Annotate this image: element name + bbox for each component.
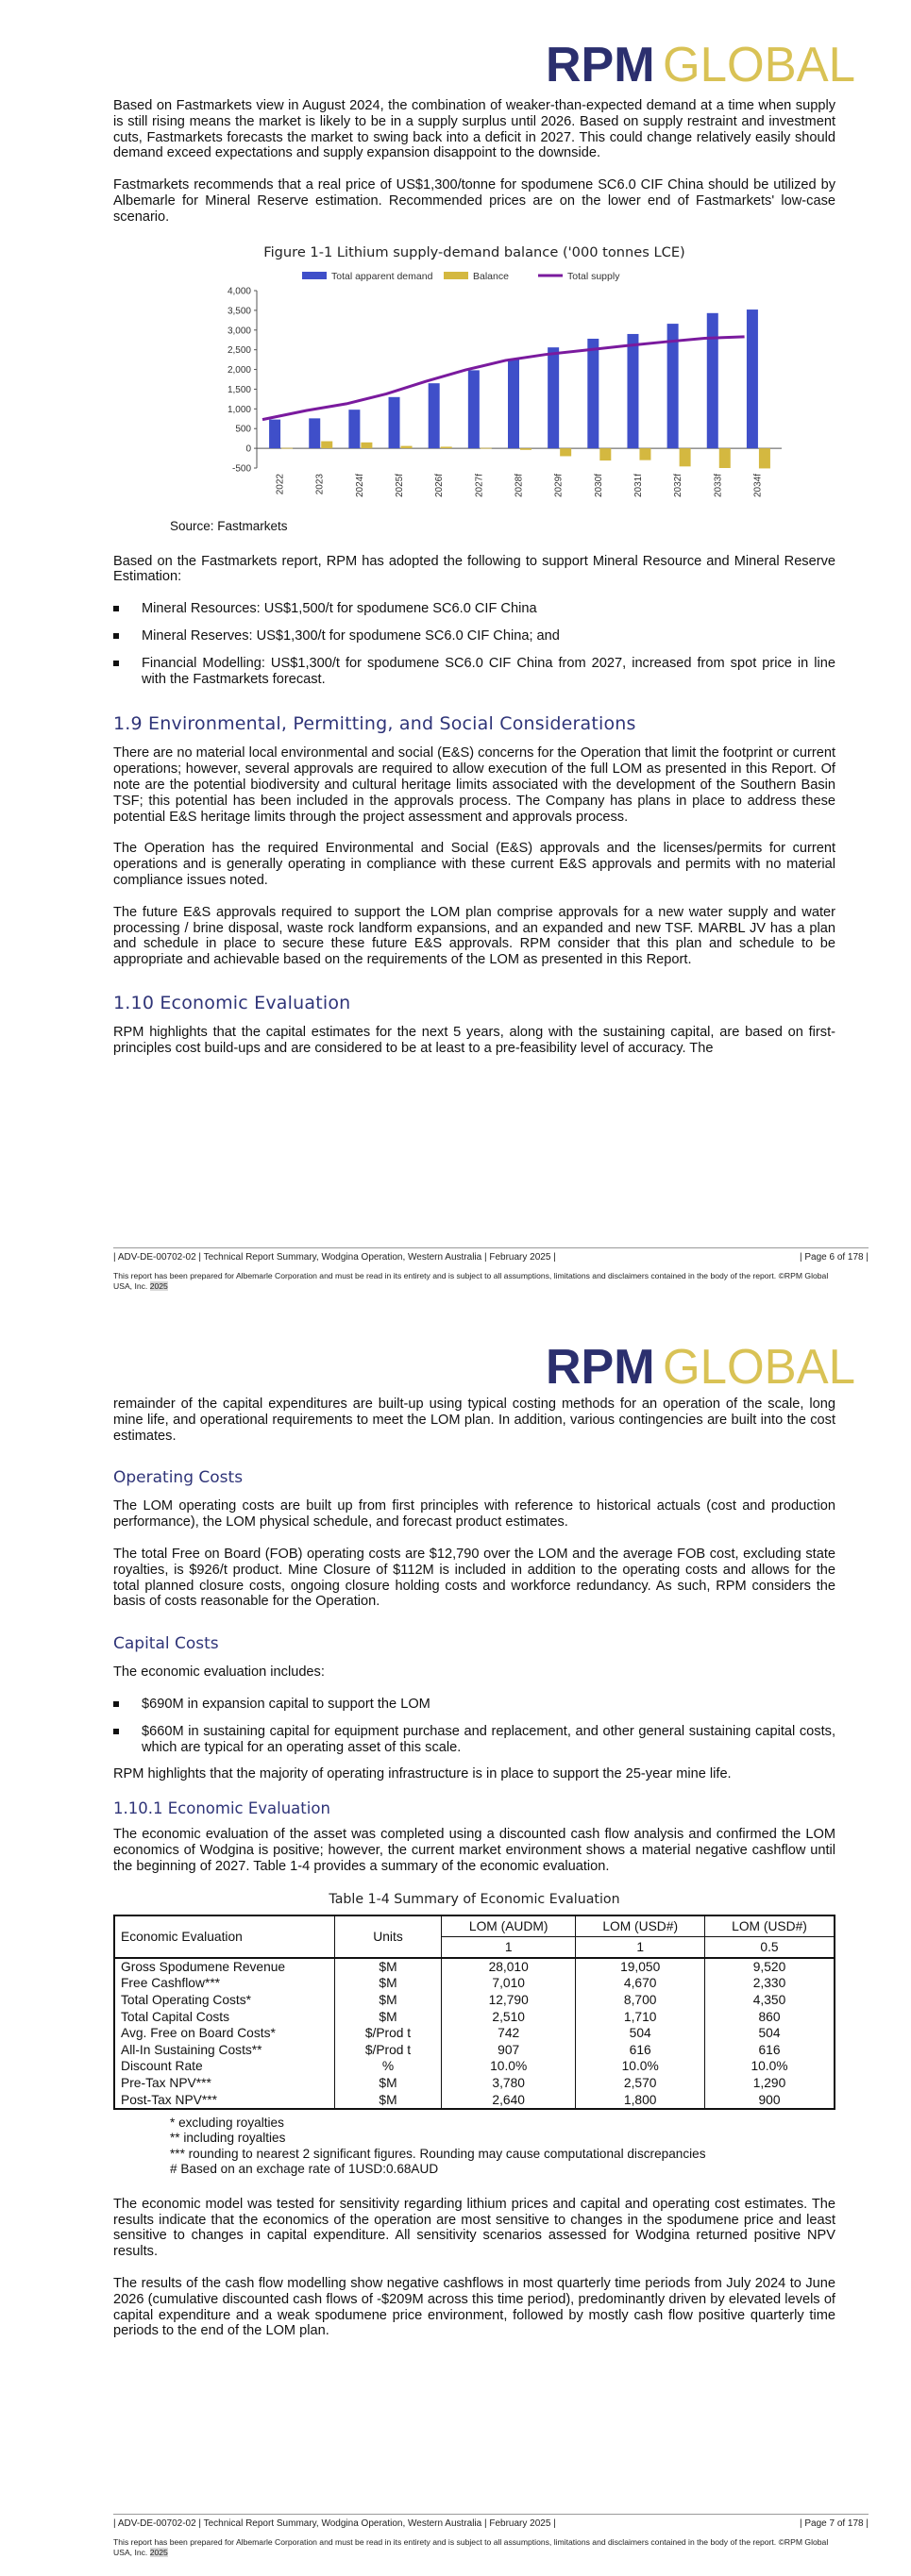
bar-balance — [441, 446, 452, 448]
table-cell: Free Cashflow*** — [121, 1976, 221, 1991]
bar-balance — [759, 448, 770, 468]
bullet-square-icon — [113, 633, 119, 639]
bullet-square-icon — [113, 661, 119, 666]
list-item: Mineral Reserves: US$1,300/t for spodumene SC6.0 CIF China; and — [113, 628, 835, 644]
bar-balance — [361, 442, 372, 447]
paragraph-fob-costs: The total Free on Board (FOB) operating costs are $12,790 over the LOM and the average FOB cost, excluding state royalties, is $926/t product. Mine Closure of $112M is included in addition to the operating costs and allows for the total planned closure costs, ongoing closure holding costs and workforce redundancy. As such, RPM considers the basis of costs reasonable for the Operation. — [113, 1546, 835, 1610]
paragraph-cashflow-modelling: The results of the cash flow modelling show negative cashflows in most quarterly time periods from July 2024 to June 2026 (cumulative discounted cash flows of -$209M across this time period), predominantly driven by elevated levels of capital expenditure and a weak spodumene price environment, followed by mostly cash flow positive quarterly time periods to the end of the LOM plan. — [113, 2276, 835, 2339]
bar-total-apparent-demand — [468, 370, 480, 448]
report-page-7 — [0, 1321, 911, 2576]
y-tick-label: -500 — [231, 463, 251, 475]
table-row — [114, 2075, 835, 2092]
bullet-square-icon — [113, 606, 119, 611]
table-cell: $/Prod t — [335, 2042, 442, 2059]
footer-document-info: | ADV-DE-00702-02 | Technical Report Summary, Wodgina Operation, Western Australia | February 2025 | — [113, 2518, 556, 2529]
footer-page-number: | Page 7 of 178 | — [799, 2518, 869, 2529]
x-tick-label: 2024f — [354, 473, 365, 497]
legend-swatch-bar — [444, 272, 468, 279]
table-cell: All-In Sustaining Costs** — [121, 2042, 262, 2057]
paragraph-sensitivity: The economic model was tested for sensitivity regarding lithium prices and capital and operating cost estimates. The results indicate that the economics of the operation are most sensitive to changes in the spodumene price and least sensitive to changes in capital expenditure. All sensitivity scenarios assessed for Wodgina returned positive NPV results. — [113, 2196, 835, 2260]
table-cell: 2,330 — [705, 1975, 835, 1992]
table-cell: 7,010 — [442, 1975, 576, 1992]
logo-text-rpm: RPM — [546, 1340, 655, 1391]
x-tick-label: 2028f — [514, 473, 525, 497]
header-lom-usd-1: LOM (USD#) — [576, 1915, 705, 1937]
bar-balance — [520, 448, 531, 450]
bar-balance — [281, 447, 293, 448]
section-heading-economic: 1.10 Economic Evaluation — [113, 992, 351, 1013]
bar-total-apparent-demand — [508, 359, 519, 448]
bar-balance — [680, 448, 691, 466]
table-cell: 19,050 — [576, 1958, 705, 1976]
table-row — [114, 2058, 835, 2075]
table-cell: Discount Rate — [121, 2059, 203, 2074]
table-row — [114, 2091, 835, 2109]
table-cell: 2,570 — [576, 2075, 705, 2092]
bar-total-apparent-demand — [707, 312, 718, 447]
table-cell: 616 — [705, 2042, 835, 2059]
paragraph-price-recommendation: Fastmarkets recommends that a real price of US$1,300/tonne for spodumene SC6.0 CIF China should be utilized by Albemarle for Mineral Reserve estimation. Recommended prices are on the lower end of Fastmarkets' low-case scenario. — [113, 177, 835, 225]
chart-x-axis — [276, 473, 764, 496]
x-tick-label: 2031f — [633, 473, 644, 497]
bullet-square-icon — [113, 1701, 119, 1707]
table-cell: 9,520 — [705, 1958, 835, 1976]
bar-balance — [719, 448, 731, 468]
table-cell: 3,780 — [442, 2075, 576, 2092]
chart-svg — [113, 268, 835, 515]
footer-page-number: | Page 6 of 178 | — [799, 1252, 869, 1263]
subheader-factor: 1 — [576, 1936, 705, 1958]
section-heading-environmental: 1.9 Environmental, Permitting, and Social Considerations — [113, 713, 636, 735]
x-tick-label: 2030f — [593, 473, 604, 497]
chart-legend — [302, 271, 620, 282]
y-tick-label: 3,000 — [227, 325, 251, 336]
bullet-square-icon — [113, 1729, 119, 1734]
table-cell: 2,640 — [442, 2091, 576, 2109]
paragraph-lom-operating-costs: The LOM operating costs are built up from first principles with reference to historical actuals (cost and production performance), the LOM physical schedule, and forecast product estimates. — [113, 1498, 835, 1531]
bar-balance — [560, 448, 571, 456]
rpm-global-logo — [546, 38, 857, 89]
bar-total-apparent-demand — [389, 396, 400, 447]
y-tick-label: 500 — [235, 424, 251, 435]
list-item: Financial Modelling: US$1,300/t for spodumene SC6.0 CIF China from 2027, increased from spot price in line with the Fastmarkets forecast. — [113, 656, 835, 688]
table-note: ** including royalties — [170, 2131, 286, 2146]
legend-label: Total apparent demand — [331, 270, 433, 282]
table-cell: 907 — [442, 2042, 576, 2059]
bar-total-apparent-demand — [348, 410, 360, 448]
subheading-capital-costs: Capital Costs — [113, 1634, 219, 1654]
table-row — [114, 1975, 835, 1992]
legend-label: Balance — [473, 270, 509, 282]
table-cell: 12,790 — [442, 1992, 576, 2009]
bar-total-apparent-demand — [587, 339, 599, 448]
header-lom-audm: LOM (AUDM) — [442, 1915, 576, 1937]
y-tick-label: 1,500 — [227, 384, 251, 395]
table-cell: 504 — [576, 2025, 705, 2042]
bar-balance — [599, 448, 611, 460]
subsection-heading-economic-evaluation: 1.10.1 Economic Evaluation — [113, 1799, 330, 1818]
table-note: # Based on an exchage rate of 1USD:0.68AUD — [170, 2162, 439, 2177]
bar-total-apparent-demand — [627, 334, 638, 448]
y-tick-label: 2,000 — [227, 364, 251, 376]
x-tick-label: 2032f — [673, 473, 684, 497]
x-tick-label: 2033f — [713, 473, 724, 497]
rpm-global-logo — [546, 1340, 857, 1391]
y-tick-label: 0 — [245, 443, 251, 455]
bar-balance — [401, 445, 413, 448]
table-row — [114, 2042, 835, 2059]
paragraph-adopted-prices: Based on the Fastmarkets report, RPM has adopted the following to support Mineral Resource and Mineral Reserve Estimation: — [113, 553, 835, 585]
header-economic-evaluation: Economic Evaluation — [121, 1929, 243, 1944]
footer-disclaimer: This report has been prepared for Albemarle Corporation and must be read in its entirety and is subject to all assumptions, limitations and disclaimers contained in the body of the report. ©RPM Global USA, Inc. 2025 — [113, 2537, 829, 2557]
list-item: $660M in sustaining capital for equipment purchase and replacement, and other general sustaining capital costs, which are typical for an operating asset of this scale. — [113, 1724, 835, 1756]
y-tick-label: 4,000 — [227, 286, 251, 297]
paragraph-infrastructure: RPM highlights that the majority of operating infrastructure is in place to support the 25-year mine life. — [113, 1766, 732, 1782]
table-cell: Avg. Free on Board Costs* — [121, 2026, 276, 2041]
x-tick-label: 2026f — [434, 473, 446, 497]
table-cell: 4,350 — [705, 1992, 835, 2009]
bar-total-apparent-demand — [309, 418, 320, 448]
table-title: Table 1-4 Summary of Economic Evaluation — [329, 1891, 620, 1907]
x-tick-label: 2029f — [553, 473, 565, 497]
table-cell: 1,710 — [576, 2008, 705, 2025]
paragraph-dcf-analysis: The economic evaluation of the asset was completed using a discounted cash flow analysis and confirmed the LOM economics of Wodgina is positive; however, the current market environment shows a material negative cashflow until the beginning of 2027. Table 1-4 provides a summary of the economic evaluation. — [113, 1827, 835, 1874]
x-tick-label: 2027f — [474, 473, 485, 497]
logo-text-global: GLOBAL — [663, 1340, 855, 1391]
bar-total-apparent-demand — [429, 383, 440, 448]
legend-label: Total supply — [567, 270, 620, 282]
paragraph-es-approvals: The Operation has the required Environmental and Social (E&S) approvals and the licenses/permits for current operations and is generally operating in compliance with these current E&S approvals and permits with no material compliance issues noted. — [113, 841, 835, 888]
logo-text-global: GLOBAL — [663, 38, 855, 89]
lithium-balance-chart — [113, 268, 835, 515]
bar-total-apparent-demand — [548, 347, 559, 448]
table-cell: $M — [335, 1975, 442, 1992]
subheader-factor: 1 — [442, 1936, 576, 1958]
table-cell: $/Prod t — [335, 2025, 442, 2042]
table-cell: 860 — [705, 2008, 835, 2025]
figure-source: Source: Fastmarkets — [170, 518, 288, 533]
table-cell: % — [335, 2058, 442, 2075]
paragraph-market-view: Based on Fastmarkets view in August 2024, the combination of weaker-than-expected demand at a time when supply is still rising means the market is likely to be in a supply surplus until 2026. Based on supply restraint and investment cuts, Fastmarkets forecasts the market to swing back into a deficit in 2027. This could change relatively easily should demand exceed expectations and supply expansion disappoint to the downside. — [113, 98, 835, 161]
bar-balance — [639, 448, 650, 460]
table-cell: 10.0% — [576, 2058, 705, 2075]
paragraph-capex-continued: remainder of the capital expenditures are built-up using typical costing methods for an operation of the scale, long mine life, and operational requirements to meet the LOM plan. In addition, various contingencies are built into the cost estimates. — [113, 1397, 835, 1444]
subheading-operating-costs: Operating Costs — [113, 1468, 244, 1488]
page-7-content — [113, 1397, 835, 2355]
table-cell: 4,670 — [576, 1975, 705, 1992]
table-row — [114, 1958, 835, 1976]
table-note: * excluding royalties — [170, 2115, 284, 2130]
table-cell: $M — [335, 2091, 442, 2109]
page-footer — [113, 1247, 869, 1291]
table-cell: 1,290 — [705, 2075, 835, 2092]
table-cell: 616 — [576, 2042, 705, 2059]
bar-balance — [481, 447, 492, 448]
footer-document-info: | ADV-DE-00702-02 | Technical Report Summary, Wodgina Operation, Western Australia | February 2025 | — [113, 1252, 556, 1263]
header-lom-usd-2: LOM (USD#) — [705, 1915, 835, 1937]
figure-title: Figure 1-1 Lithium supply-demand balance ('000 tonnes LCE) — [263, 243, 685, 260]
paragraph-evaluation-includes: The economic evaluation includes: — [113, 1664, 325, 1681]
paragraph-es-concerns: There are no material local environmental and social (E&S) concerns for the Operation that limit the footprint or current operations; however, several approvals are required to allow execution of the full LOM as presented in this Report. Of note are the potential biodiversity and cultural heritage limits associated with the development of the Southern Basin TSF; this potential has been included in the approvals process. The Company has plans in place to address these potential E&S heritage limits through the project assessment and approvals process. — [113, 745, 835, 825]
legend-swatch-bar — [302, 272, 327, 279]
table-cell: $M — [335, 1958, 442, 1976]
y-tick-label: 3,500 — [227, 305, 251, 316]
logo-text-rpm: RPM — [546, 38, 655, 89]
table-notes — [170, 2116, 835, 2178]
table-cell: 8,700 — [576, 1992, 705, 2009]
x-tick-label: 2034f — [752, 473, 764, 497]
table-cell: Pre-Tax NPV*** — [121, 2076, 211, 2090]
paragraph-future-approvals: The future E&S approvals required to support the LOM plan comprise approvals for a new water supply and water processing / brine disposal, waste rock landform expansions, and an expanded and new TSF. MARBL JV has a plan and schedule in place to secure these future E&S approvals. RPM consider that this plan and schedule to be appropriate and achievable based on the requirements of the LOM as presented in this Report. — [113, 904, 835, 968]
table-body — [114, 1958, 835, 2109]
copyright-year: 2025 — [149, 2547, 168, 2557]
x-tick-label: 2023 — [314, 473, 326, 494]
table-row — [114, 1992, 835, 2009]
y-tick-label: 2,500 — [227, 344, 251, 356]
table-cell: 1,800 — [576, 2091, 705, 2109]
table-cell: $M — [335, 2008, 442, 2025]
bar-balance — [321, 441, 332, 448]
table-note: *** rounding to nearest 2 significant figures. Rounding may cause computational discrepancies — [170, 2146, 706, 2161]
table-cell: Gross Spodumene Revenue — [121, 1959, 286, 1974]
table-cell: 10.0% — [705, 2058, 835, 2075]
bar-total-apparent-demand — [269, 419, 280, 447]
bar-total-apparent-demand — [747, 309, 758, 448]
table-cell: 742 — [442, 2025, 576, 2042]
subheader-factor: 0.5 — [705, 1936, 835, 1958]
table-cell: 28,010 — [442, 1958, 576, 1976]
page-footer — [113, 2514, 869, 2557]
table-cell: $M — [335, 2075, 442, 2092]
economic-evaluation-table — [113, 1915, 835, 2110]
header-units: Units — [335, 1915, 442, 1958]
page-6-content — [113, 98, 835, 1073]
table-cell: 504 — [705, 2025, 835, 2042]
x-tick-label: 2022 — [275, 473, 286, 494]
footer-disclaimer: This report has been prepared for Albemarle Corporation and must be read in its entirety and is subject to all assumptions, limitations and disclaimers contained in the body of the report. ©RPM Global USA, Inc. 2025 — [113, 1271, 829, 1291]
table-cell: Total Operating Costs* — [121, 1993, 252, 2008]
x-tick-label: 2025f — [395, 473, 406, 497]
table-header-row — [114, 1915, 835, 1937]
copyright-year: 2025 — [149, 1280, 168, 1291]
list-item: Mineral Resources: US$1,500/t for spodumene SC6.0 CIF China — [113, 601, 835, 617]
capital-bullet-list — [113, 1697, 835, 1755]
table-cell: Post-Tax NPV*** — [121, 2092, 217, 2107]
chart-bars — [269, 309, 770, 468]
table-row — [114, 2025, 835, 2042]
list-item: $690M in expansion capital to support the LOM — [113, 1697, 835, 1713]
table-cell: 10.0% — [442, 2058, 576, 2075]
table-cell: Total Capital Costs — [121, 2009, 230, 2024]
y-tick-label: 1,000 — [227, 404, 251, 415]
table-row — [114, 2008, 835, 2025]
table-cell: 900 — [705, 2091, 835, 2109]
price-bullet-list — [113, 601, 835, 687]
paragraph-capital-estimates: RPM highlights that the capital estimates for the next 5 years, along with the sustaining capital, are based on first-principles cost build-ups and are considered to be at least to a pre-feasibility level of accuracy. The — [113, 1024, 835, 1056]
table-cell: 2,510 — [442, 2008, 576, 2025]
table-cell: $M — [335, 1992, 442, 2009]
